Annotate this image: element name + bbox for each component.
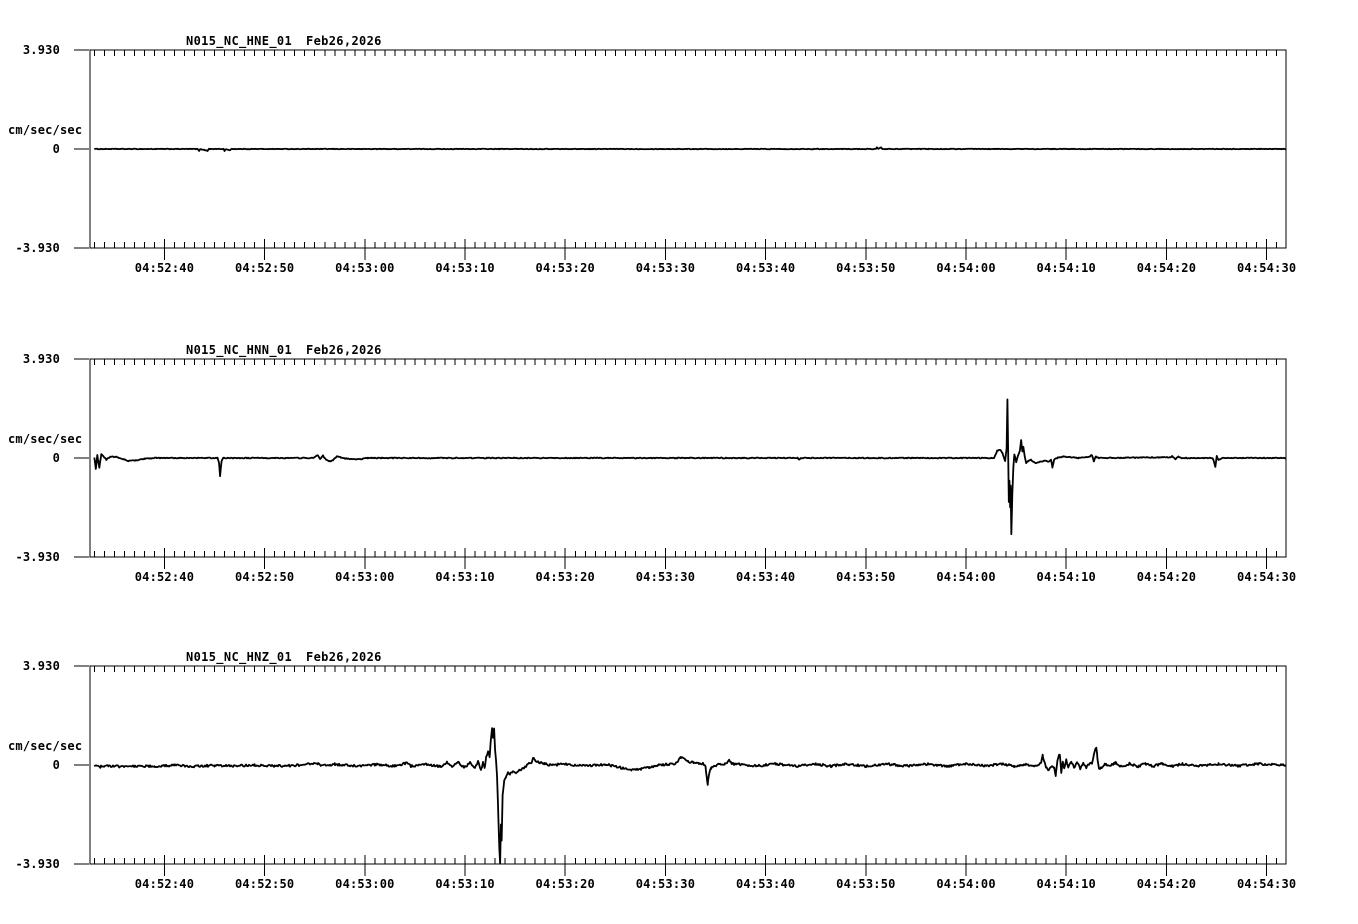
x-tick-label: 04:52:50 (234, 877, 295, 891)
y-tick-min: -3.930 (15, 241, 60, 255)
x-tick-label: 04:52:50 (234, 570, 295, 584)
x-tick-label: 04:54:10 (1036, 877, 1096, 891)
x-tick-label: 04:52:40 (134, 261, 195, 275)
y-axis-units-label: cm/sec/sec (8, 123, 83, 137)
y-tick-max: 3.930 (22, 352, 60, 366)
x-tick-label: 04:54:20 (1136, 261, 1197, 275)
panel-title-station: N015_NC_HNZ_01 (186, 650, 293, 664)
x-tick-label: 04:52:40 (134, 570, 195, 584)
panel-title-date: Feb26,2026 (306, 650, 382, 664)
x-tick-label: 04:54:00 (936, 877, 996, 891)
panel-hnn (0, 309, 1358, 618)
panel-title-date: Feb26,2026 (306, 343, 382, 357)
x-tick-label: 04:52:40 (134, 877, 195, 891)
x-tick-label: 04:54:00 (936, 570, 996, 584)
x-tick-label: 04:54:10 (1036, 570, 1096, 584)
x-tick-label: 04:53:20 (535, 570, 595, 584)
x-tick-label: 04:53:50 (836, 877, 896, 891)
y-axis-units-label: cm/sec/sec (8, 739, 83, 753)
y-tick-zero: 0 (52, 758, 60, 772)
y-tick-min: -3.930 (15, 550, 60, 564)
x-tick-label: 04:54:20 (1136, 570, 1197, 584)
x-tick-label: 04:53:10 (435, 261, 495, 275)
x-tick-label: 04:53:10 (435, 877, 495, 891)
panel-title-station: N015_NC_HNE_01 (186, 34, 293, 48)
panel-title-date: Feb26,2026 (306, 34, 382, 48)
x-tick-label: 04:53:30 (635, 877, 696, 891)
panel-hne (0, 0, 1358, 309)
x-tick-label: 04:54:00 (936, 261, 996, 275)
x-tick-label: 04:53:00 (335, 570, 395, 584)
y-tick-zero: 0 (52, 142, 60, 156)
y-tick-max: 3.930 (22, 43, 60, 57)
x-tick-label: 04:53:10 (435, 570, 495, 584)
x-tick-label: 04:53:00 (335, 261, 395, 275)
panel-hnz (0, 616, 1358, 924)
x-tick-label: 04:53:40 (735, 570, 796, 584)
x-tick-label: 04:54:30 (1236, 261, 1297, 275)
x-tick-label: 04:53:00 (335, 877, 395, 891)
y-tick-zero: 0 (52, 451, 60, 465)
x-tick-label: 04:53:50 (836, 261, 896, 275)
x-tick-label: 04:54:30 (1236, 877, 1297, 891)
x-tick-label: 04:53:20 (535, 261, 595, 275)
x-tick-label: 04:53:50 (836, 570, 896, 584)
x-tick-label: 04:54:10 (1036, 261, 1096, 275)
y-tick-min: -3.930 (15, 857, 60, 871)
x-tick-label: 04:54:20 (1136, 877, 1197, 891)
x-tick-label: 04:52:50 (234, 261, 295, 275)
panel-title-station: N015_NC_HNN_01 (186, 343, 293, 357)
x-tick-label: 04:53:40 (735, 877, 796, 891)
y-axis-units-label: cm/sec/sec (8, 432, 83, 446)
x-tick-label: 04:53:30 (635, 570, 696, 584)
x-tick-label: 04:53:40 (735, 261, 796, 275)
x-tick-label: 04:53:30 (635, 261, 696, 275)
y-tick-max: 3.930 (22, 659, 60, 673)
x-tick-label: 04:54:30 (1236, 570, 1297, 584)
x-tick-label: 04:53:20 (535, 877, 595, 891)
